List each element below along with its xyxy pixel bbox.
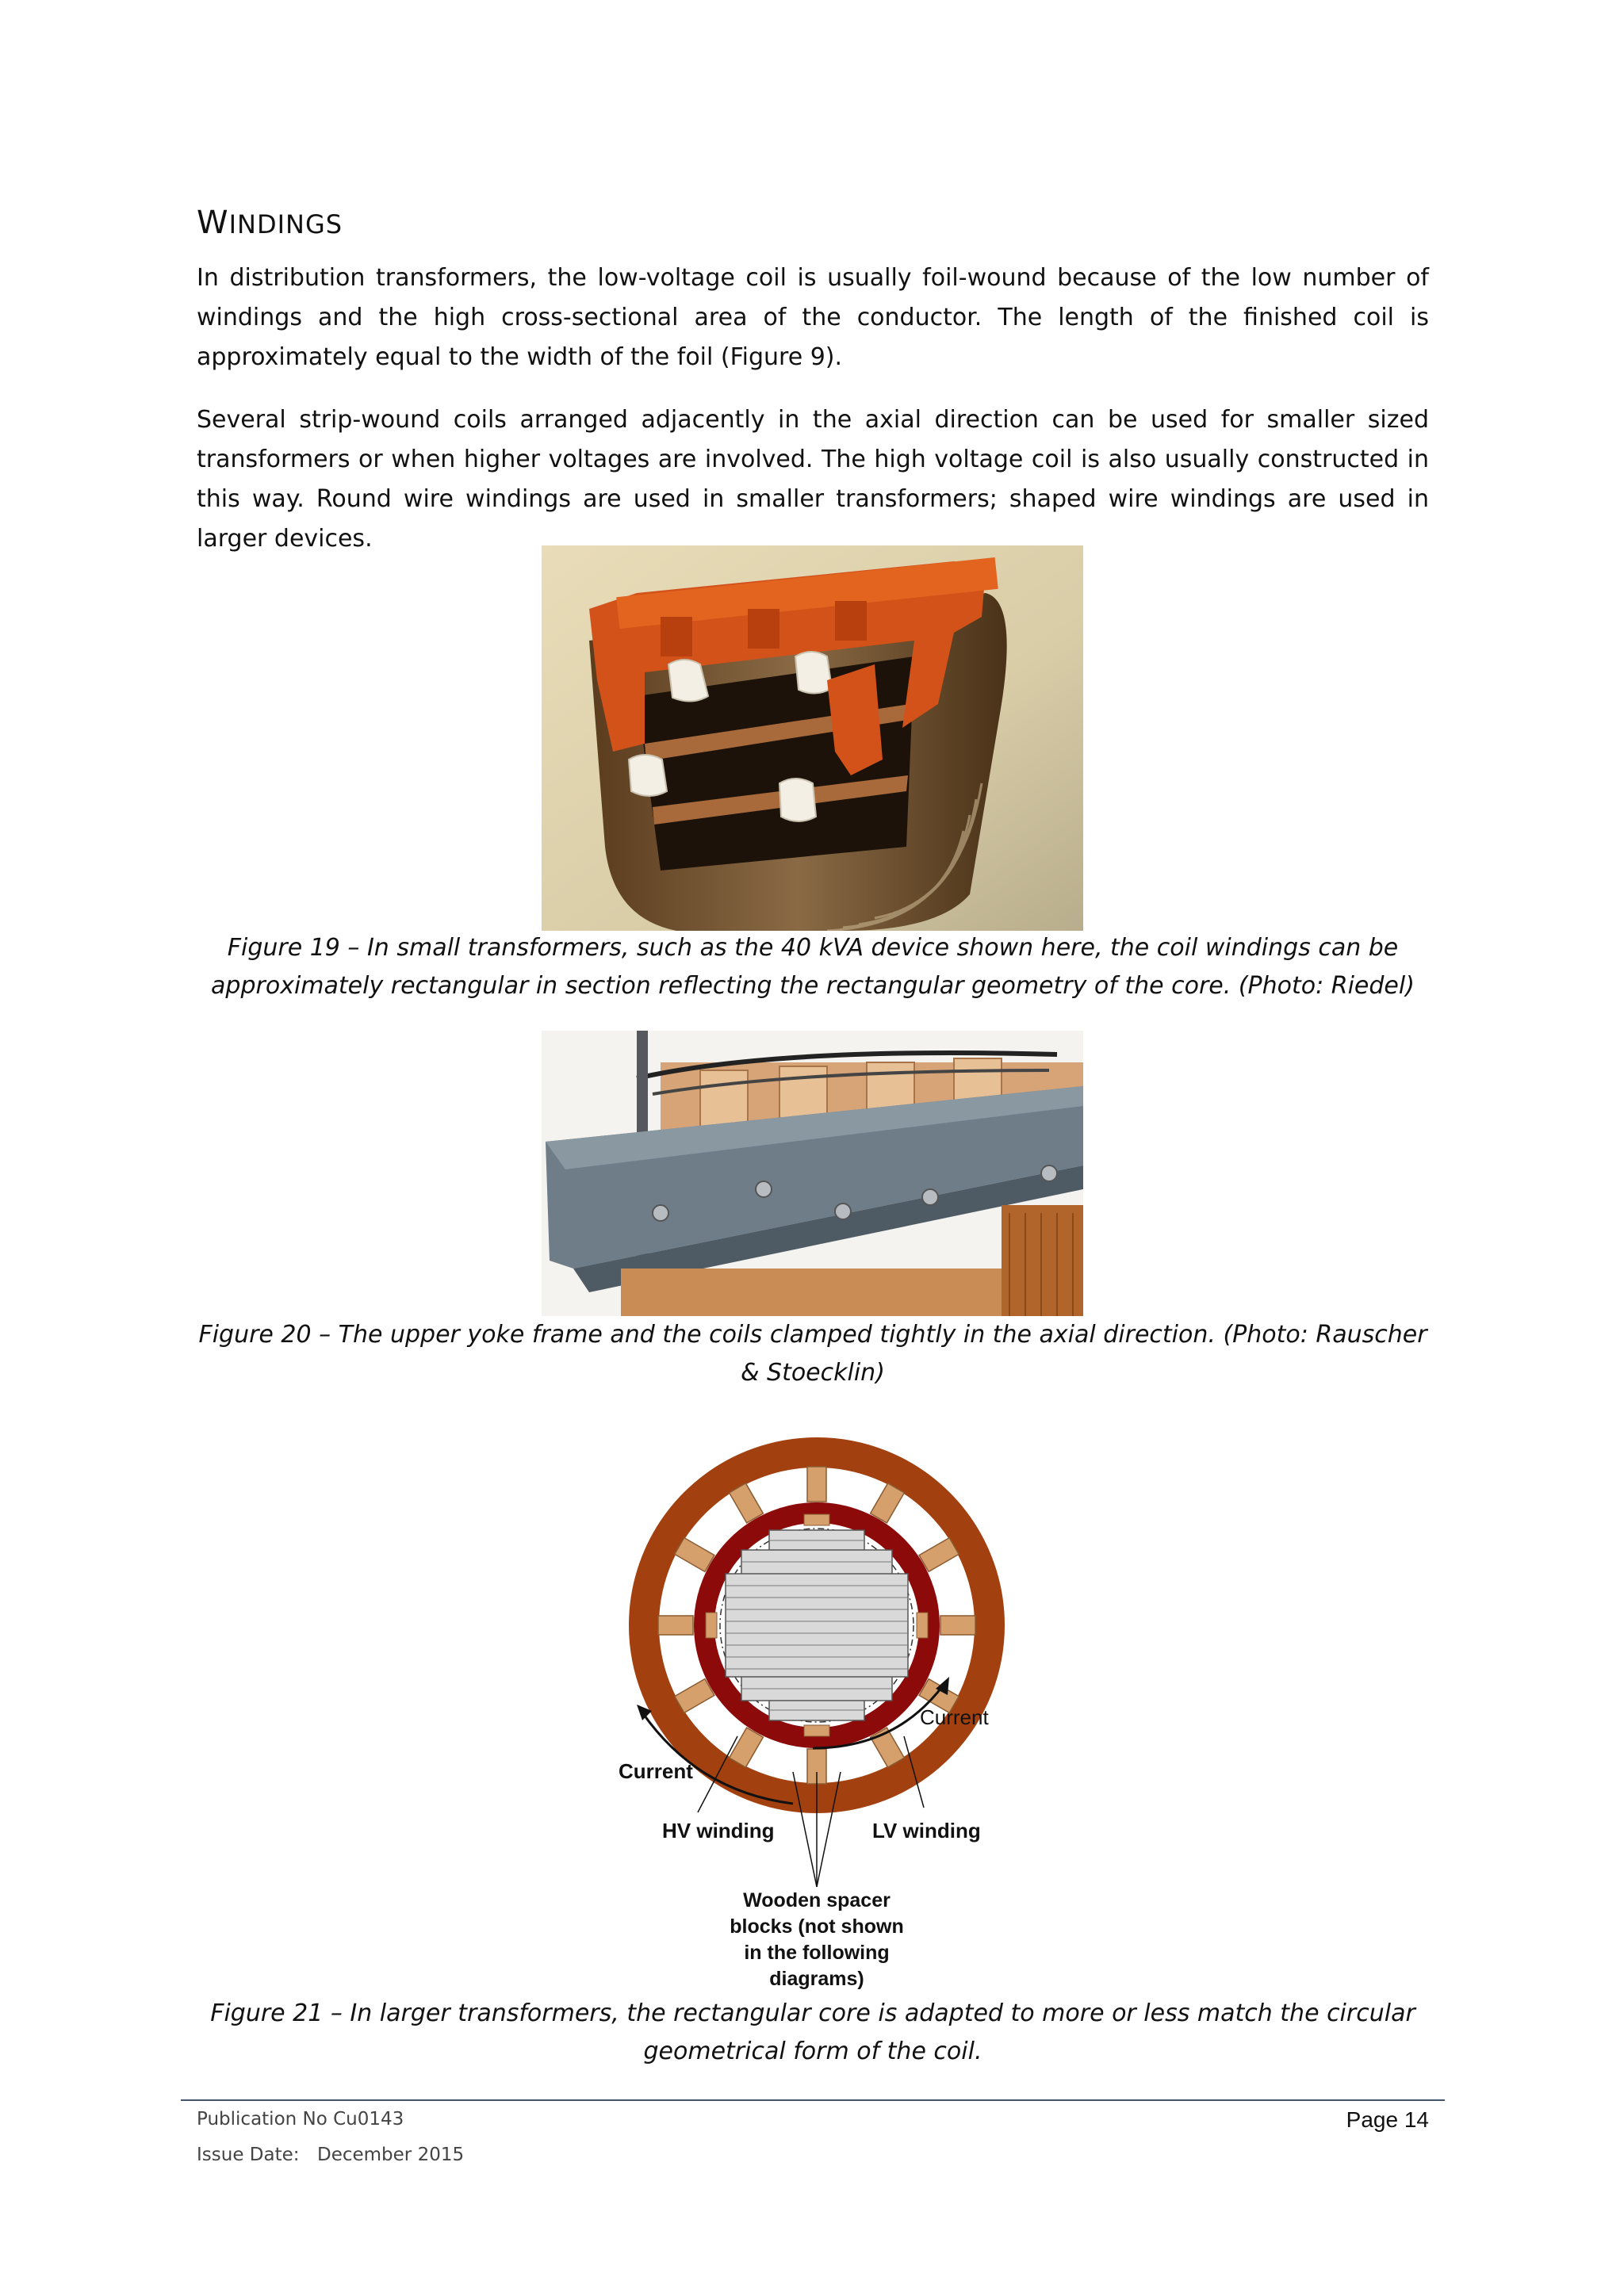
section-heading bbox=[197, 205, 343, 241]
spacer-label-line3: in the following bbox=[744, 1942, 890, 1964]
figure-21-diagram bbox=[611, 1411, 1015, 1990]
current-label-right: Current bbox=[920, 1705, 989, 1729]
page-number: Page 14 bbox=[1346, 2107, 1429, 2132]
spacer-label-line4: diagrams) bbox=[769, 1968, 864, 1990]
lv-winding-label: LV winding bbox=[872, 1819, 981, 1843]
figure-20-caption: Figure 20 – The upper yoke frame and the coils clamped tightly in the axial direction. (Photo: Rauscher & Stoecklin) bbox=[198, 1321, 1427, 1387]
figure-20-photo bbox=[542, 1031, 1083, 1316]
hv-winding-label: HV winding bbox=[662, 1819, 775, 1843]
paragraph-1: In distribution transformers, the low-voltage coil is usually foil-wound because of the low number of windings and the high cross-sectional area of the conductor. The length of the finished coil is approximately equal to the width of the foil (Figure 9). bbox=[197, 264, 1429, 371]
figure-19-caption: Figure 19 – In small transformers, such as the 40 kVA device shown here, the coil windings can be approximately rectangular in section reflecting the rectangular geometry of the core. (Photo: Riedel) bbox=[211, 934, 1415, 1000]
heading-initial: W bbox=[197, 205, 229, 241]
footer-issue-date: December 2015 bbox=[317, 2145, 465, 2165]
spacer-label-line2: blocks (not shown bbox=[730, 1915, 904, 1938]
figure-21-caption: Figure 21 – In larger transformers, the rectangular core is adapted to more or less match the circular geometrical form of the coil. bbox=[210, 1999, 1415, 2065]
footer-issue-label: Issue Date: bbox=[197, 2145, 300, 2165]
footer-divider bbox=[181, 2099, 1445, 2101]
paragraph-2: Several strip-wound coils arranged adjacently in the axial direction can be used for smaller sized transformers or when higher voltages are involved. The high voltage coil is also usually constructed in this way. Round wire windings are used in smaller transformers; shaped wire windings are used in larger devices. bbox=[197, 406, 1429, 553]
spacer-label-line1: Wooden spacer bbox=[743, 1889, 891, 1911]
heading-rest: INDINGS bbox=[228, 209, 343, 239]
current-label-left: Current bbox=[619, 1759, 693, 1783]
figure-19-photo bbox=[542, 545, 1083, 931]
footer-publication: Publication No Cu0143 bbox=[197, 2109, 404, 2130]
